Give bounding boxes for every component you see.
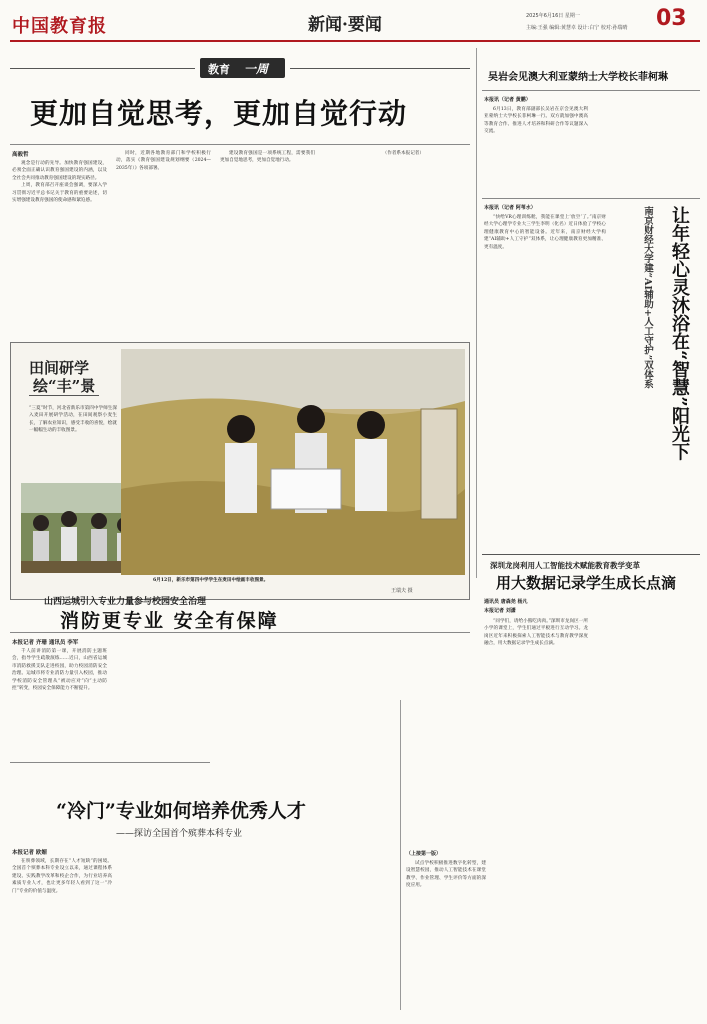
- photo-feature-title-rule: [29, 395, 99, 396]
- column-divider-middle: [400, 700, 401, 1010]
- shenzhen-text-col-2: [594, 598, 698, 1008]
- photo-caption: 6月12日，新乐市第四中学学生在麦田中绘画丰收图景。: [153, 578, 269, 583]
- fire-headline: 消防更专业 安全有保障: [60, 610, 279, 632]
- lead-paragraph-4: 建设教育强国是一项系统工程，需要我们更加自觉地思考，更加自觉地行动。: [220, 151, 315, 164]
- cold-major-text-col-2: [120, 848, 220, 1008]
- fire-byline: 本报记者 齐珊 通讯员 李军: [12, 640, 79, 646]
- nanjing-vertical-title-1: 南京财经大学建“AI辅助+人工守护”双体系: [642, 206, 653, 389]
- right-top-rule: [482, 90, 700, 91]
- photo-feature: [10, 342, 470, 600]
- photo-feature-title-2: 绘“丰”景: [33, 377, 96, 395]
- column-divider-right: [476, 48, 477, 578]
- continued-text: 试点学校积极推进数字化转型，建设智慧校园，推动人工智能技术在课堂教学、作业管理、学生评价等方面的深度应用。: [406, 861, 486, 889]
- right-top-headline: 吴岩会见澳大利亚蒙纳士大学校长菲柯琳: [488, 72, 668, 83]
- photo-students-wheat-field: [121, 349, 465, 575]
- lead-paragraph-1: 观念是行动的先导。加快教育强国建设，必须全面正确认识教育强国建设的内涵，以及全社会共同推动教育强国建设的现实路径。: [12, 161, 107, 181]
- lead-text-col-3: [220, 150, 315, 340]
- cold-major-text: 在殡葬领域，长期存在“人才短缺”的困境。全国首个殡葬本科专业设立以来，通过课程体系建设、实践教学改革和校企合作，为行业培养高素质专业人才，也让更多年轻人看到了这一“冷门”专业的价值与温度。: [12, 859, 112, 894]
- fire-text: 千人前讲消防第一课，开展消防主题班会，指导学生疏散演练……近日，山西省运城市消防救援支队走进校园，助力校园消防安全治理。运城市将专业消防力量引入校园，推动学校消防安全管理从“被动应对”向“主动防控”转变，校园安全保障能力不断提升。: [12, 649, 107, 692]
- photo-feature-title-1: 田间研学: [29, 359, 90, 377]
- lead-paragraph-3: 同时，近期各地教育部门和学校积极行动，落实《教育强国建设规划纲要（2024—2035年）》各项部署。: [116, 151, 211, 171]
- masthead: [0, 0, 707, 44]
- cold-major-byline: 本报记者 欧媚: [12, 850, 47, 856]
- lead-text-col-1: [12, 160, 107, 340]
- fire-text-col-2: [116, 638, 211, 758]
- shenzhen-rule: [482, 554, 700, 555]
- nanjing-byline: 本报讯（记者 阿苇水）: [484, 205, 536, 211]
- shenzhen-byline: 通讯员 唐森尧 杨凡: [484, 599, 528, 605]
- shenzhen-kicker: 深圳龙岗利用人工智能技术赋能教育教学变革: [490, 561, 640, 570]
- nanjing-rule: [482, 198, 700, 199]
- masthead-rule: [10, 40, 700, 42]
- section-title: 新闻·要闻: [308, 15, 382, 35]
- lead-rule: [10, 144, 470, 145]
- fire-rule: [10, 632, 470, 633]
- nanjing-text: “快给VR心理训练舱，我能在课堂上‘放空’了。”南京财经大学心理学专业大三学生李明（化名）近日体验了学校心理健康教育中心的智能设备。近年来，南京财经大学构建“AI辅助+人工守护”双体系，让心理健康教育更加精准、更有温度。: [484, 215, 606, 250]
- column-tag-line-left: [10, 68, 195, 69]
- right-top-text-col-2: [594, 96, 698, 196]
- page-number: 03: [656, 6, 687, 31]
- photo-feature-desc: “三夏”时节，河北省新乐市第四中学师生深入麦田开展研学活动，在田间观察小麦生长，了解农业知识，感受丰收的喜悦，绘就一幅幅生动的丰收图景。: [29, 406, 117, 434]
- fire-text-col-4: [324, 638, 424, 758]
- nanjing-vertical-title-2: 让年轻心灵沐浴在“智慧”阳光下: [669, 206, 690, 461]
- shenzhen-byline-2: 本报记者 刘潇: [484, 608, 516, 614]
- fire-text-col-3: [220, 638, 315, 758]
- cold-major-subhead: ——探访全国首个殡葬本科专业: [116, 829, 243, 839]
- column-tag-line-right: [290, 68, 470, 69]
- cold-major-text-col-3: [228, 848, 328, 1008]
- date-line: 2025年6月16日 星期一: [526, 13, 580, 19]
- lead-byline: 高毅哲: [12, 152, 29, 158]
- newspaper-logo: 中国教育报: [12, 16, 107, 37]
- column-tag-right-text: 一周: [244, 62, 269, 76]
- shenzhen-headline: 用大数据记录学生成长点滴: [496, 574, 677, 592]
- right-top-text: 6月13日，教育部副部长吴岩在京会见澳大利亚蒙纳士大学校长菲柯琳一行。双方就加强中澳高等教育合作、推进人才培养和科研合作等议题深入交流。: [484, 107, 588, 135]
- editor-line: 主编:王强 编辑:黄慧卓 设计:白宁 校对:孙瑞晴: [526, 25, 628, 31]
- shenzhen-text: “同学们，请给小熊吃肉肉。”深圳市龙岗区一所小学的课堂上，学生们通过平板进行互动学习。龙岗区近年来积极探索人工智能技术与教育教学深度融合，用大数据记录学生成长点滴。: [484, 619, 588, 647]
- column-tag-left-text: 教育: [208, 63, 230, 76]
- lead-headline: 更加自觉思考，更加自觉行动: [30, 97, 408, 130]
- cold-major-top-rule: [10, 762, 210, 763]
- lead-text-col-4: [324, 150, 424, 336]
- lead-text-col-2: [116, 150, 211, 340]
- cold-major-text-col-4: [336, 848, 396, 1008]
- cold-major-headline: “冷门”专业如何培养优秀人才: [56, 800, 306, 822]
- lead-paragraph-2: 上周，教育部召开座谈会强调，要深入学习贯彻习近平总书记关于教育的重要论述，切实增强建设教育强国的使命感和紧迫感。: [12, 183, 107, 204]
- lead-paragraph-5: （作者系本报记者）: [382, 151, 424, 156]
- continued-header: （上接第一版）: [406, 851, 442, 857]
- fire-kicker: 山西运城引入专业力量参与校园安全治理: [44, 597, 207, 607]
- right-top-byline: 本报讯（记者 黄鹏）: [484, 97, 531, 103]
- column-tag: [10, 58, 470, 78]
- photo-credit: 王瑞夫 摄: [391, 588, 413, 594]
